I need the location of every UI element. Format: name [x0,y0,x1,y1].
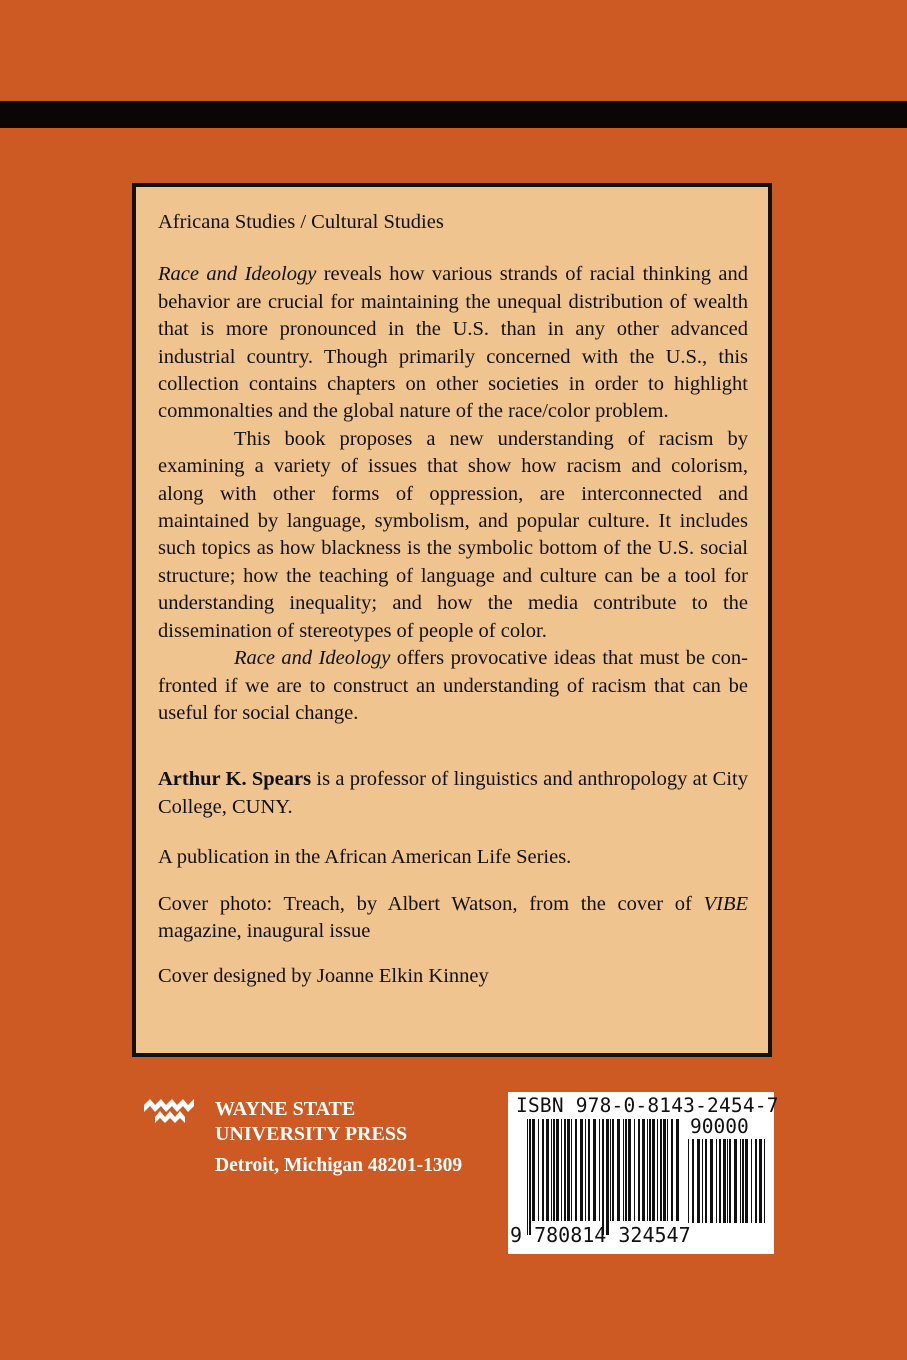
barcode-bar [532,1119,535,1221]
barcode-bar [702,1139,703,1223]
description-panel [132,183,772,1057]
barcode-bar [628,1119,631,1221]
paragraph-3-text: offers provocative ideas that must be confronted if we are to construct an understanding of racism that can be useful for social change. [158,647,748,724]
author-bio-text: is a professor of linguistics and anthropology at City College, CUNY. [158,768,748,818]
ean-barcode-bars [527,1119,679,1235]
description-text [158,209,748,991]
barcode-bar [676,1119,679,1221]
description-paragraph-3 [158,645,748,727]
magazine-name: VIBE [703,892,748,915]
barcode-bar [719,1139,721,1223]
barcode-bar [556,1119,559,1221]
barcode-bar [734,1139,737,1223]
barcode-label [508,1092,779,1254]
wave-logo-icon [143,1097,195,1125]
barcode-bar [660,1119,662,1221]
publisher-name [215,1097,407,1147]
barcode-bar [652,1119,655,1221]
barcode-bar [723,1139,726,1223]
book-title-italic: Race and Ideology [234,647,391,670]
barcode-bar [642,1119,645,1221]
barcode-bar [745,1139,748,1223]
barcode-bar [755,1139,757,1223]
barcode-bar [546,1119,549,1221]
category-label: Africana Studies / Cultural Studies [158,211,444,233]
barcode-bar [588,1119,590,1221]
barcode-bar [657,1119,658,1221]
barcode-bar [705,1139,707,1223]
barcode-bar [606,1119,609,1235]
barcode-bar [527,1119,528,1235]
author-name: Arthur K. Spears [158,768,312,791]
publisher-address: Detroit, Michigan 48201-1309 [215,1155,463,1176]
barcode-bar [625,1119,627,1221]
barcode-bar [585,1119,586,1221]
book-title-italic: Race and Ideology [158,263,317,286]
barcode-bar [610,1119,611,1221]
barcode-bar [667,1119,668,1221]
author-bio [158,766,748,821]
barcode-bar [716,1139,717,1223]
description-paragraph-2: This book proposes a new understanding of racism by examining a variety of issues that show how racism and colorism, along with other forms of oppression, are interconnected and maintained by language, symbolism, and popular culture. It includes such topics as how blackness is the symbolic bottom of the U.S. social structure; how the teaching of language and culture can be a tool for understanding inequality; and how the media contribute to the dissemination of stereotypes of people of color. [158,427,748,642]
barcode-bar [638,1119,640,1221]
barcode-bar [593,1119,596,1221]
barcode-bar [671,1119,673,1221]
barcode-bar [751,1139,752,1223]
barcode-bar [727,1139,728,1223]
barcode-bar [649,1119,651,1221]
barcode-bar [602,1119,604,1235]
barcode-bar [542,1119,544,1221]
barcode-bar [764,1139,765,1223]
addon-barcode-bars [688,1139,768,1223]
barcode-bar [688,1139,689,1223]
paragraph-1-text: reveals how various strands of racial thinking and behavior are crucial for maintaining the unequal distribution of wealth that is more pronounced in the U.S. than in any other advanced industrial country. Though primarily concerned with the U.S., this collection contains chapters on other societies in order to highlight commonalties and the global nature of the race/color problem. [158,263,748,423]
barcode-bar [561,1119,562,1221]
barcode-bar [710,1139,713,1223]
series-note: A publication in the African American Life Series. [158,846,572,869]
barcode-bar [729,1139,731,1223]
barcode-bar [759,1139,762,1223]
publisher-name-line-1: WAYNE STATE [215,1098,356,1120]
barcode-bar [575,1119,577,1221]
price-code-text: 90000 [690,1115,749,1138]
isbn-text: ISBN 978-0-8143-2454-7 [516,1094,779,1117]
barcode-bar [567,1119,570,1221]
barcode-bar [647,1119,648,1221]
barcode-bar [612,1119,614,1221]
top-dark-band [0,101,907,128]
barcode-bar [697,1139,700,1223]
barcode-bar [538,1119,539,1221]
photo-credit [158,891,748,946]
barcode-bar [740,1139,741,1223]
barcode-bar [663,1119,666,1221]
barcode-bar [529,1119,531,1235]
barcode-bar [580,1119,583,1221]
designer-credit: Cover designed by Joanne Elkin Kinney [158,965,489,988]
ean-number-text: 9 780814 324547 [510,1223,691,1247]
description-paragraph-1 [158,261,748,425]
photo-credit-prefix: Cover photo: Treach, by Albert Watson, from the cover of [158,892,704,915]
barcode-bar [599,1119,600,1221]
barcode-bar [623,1119,624,1221]
barcode-bar [564,1119,566,1221]
photo-credit-suffix: magazine, inaugural issue [158,919,371,942]
barcode-bar [617,1119,620,1221]
barcode-bar [742,1139,744,1223]
barcode-bar [634,1119,635,1221]
publisher-name-line-2: UNIVERSITY PRESS [215,1123,408,1145]
barcode-bar [551,1119,552,1221]
barcode-bar [692,1139,694,1223]
barcode-bar [553,1119,555,1221]
barcode-bar [571,1119,572,1221]
